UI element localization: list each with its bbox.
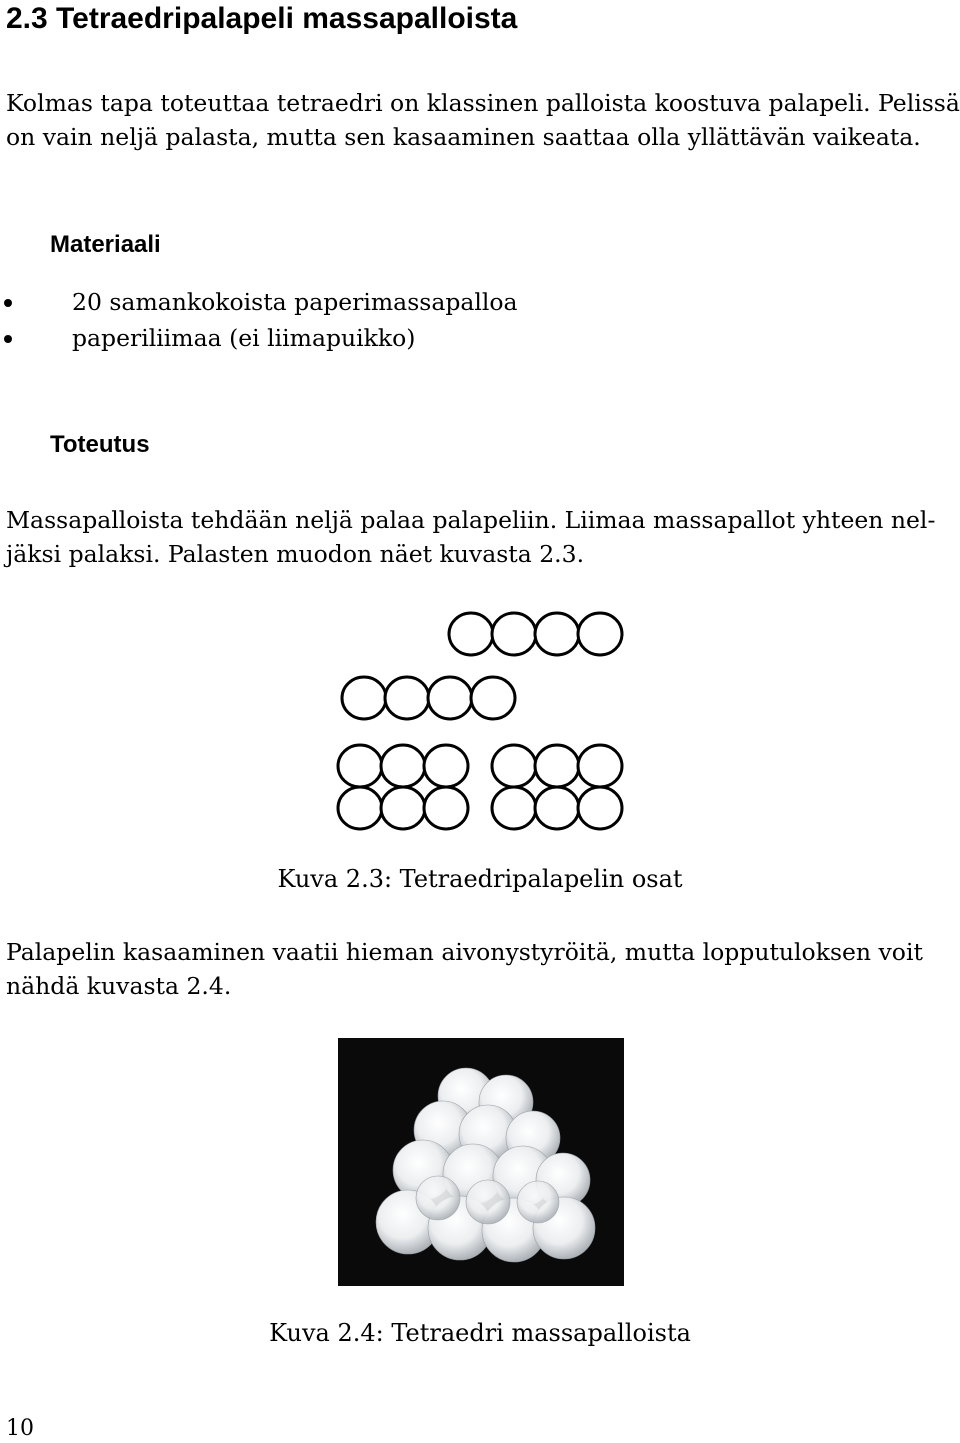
ball-circle <box>578 745 622 787</box>
piece-block-right <box>492 745 622 829</box>
ball-circle <box>428 677 472 719</box>
ball-circle <box>342 677 386 719</box>
implementation-line: Massapalloista tehdään neljä palaa palapeliin. Liimaa massapallot yhteen nel- <box>6 506 936 534</box>
ball-circle <box>381 787 425 829</box>
materials-item-text: paperiliimaa (ei liimapuikko) <box>72 324 416 352</box>
tetrahedron-photo <box>338 1038 624 1286</box>
assembly-paragraph <box>6 935 956 1003</box>
ball-circle <box>535 745 579 787</box>
figure-caption-2-4: Kuva 2.4: Tetraedri massapalloista <box>269 1319 691 1347</box>
materials-heading: Materiaali <box>50 231 161 258</box>
ball-circle <box>424 745 468 787</box>
intro-line: Kolmas tapa toteuttaa tetraedri on klassinen palloista koostuva palapeli. Pelissä <box>6 89 960 117</box>
assembly-line: Palapelin kasaaminen vaatii hieman aivonystyröitä, mutta lopputuloksen voit <box>6 938 923 966</box>
ball-circle <box>492 787 536 829</box>
ball-circle <box>338 745 382 787</box>
ball-circle <box>381 745 425 787</box>
bullet-icon <box>4 299 12 307</box>
puzzle-pieces-diagram <box>0 600 960 840</box>
implementation-line: jäksi palaksi. Palasten muodon näet kuvasta 2.3. <box>6 540 585 568</box>
page-number: 10 <box>6 1416 34 1441</box>
ball-circle <box>492 745 536 787</box>
ball-circle <box>535 787 579 829</box>
bullet-icon <box>4 335 12 343</box>
implementation-heading: Toteutus <box>50 431 150 458</box>
ball-circle <box>492 613 536 655</box>
ball-circle <box>449 613 493 655</box>
assembly-line: nähdä kuvasta 2.4. <box>6 972 232 1000</box>
section-title: 2.3 Tetraedripalapeli massapalloista <box>6 2 518 35</box>
ball-circle <box>471 677 515 719</box>
ball-circle <box>535 613 579 655</box>
piece-row-of-four-top <box>449 613 622 655</box>
ball-circle <box>578 787 622 829</box>
intro-line: on vain neljä palasta, mutta sen kasaaminen saattaa olla yllättävän vaikeata. <box>6 123 921 151</box>
ball-circle <box>338 787 382 829</box>
ball-circle <box>578 613 622 655</box>
ball-circle <box>424 787 468 829</box>
piece-block-left <box>338 745 468 829</box>
materials-item-text: 20 samankokoista paperimassapalloa <box>72 288 518 316</box>
tetrahedron-photo-illustration <box>338 1038 624 1286</box>
intro-paragraph <box>6 86 960 154</box>
ball-circle <box>385 677 429 719</box>
implementation-paragraph <box>6 503 956 571</box>
piece-row-of-four-middle <box>342 677 515 719</box>
figure-caption-2-3: Kuva 2.3: Tetraedripalapelin osat <box>277 865 683 893</box>
